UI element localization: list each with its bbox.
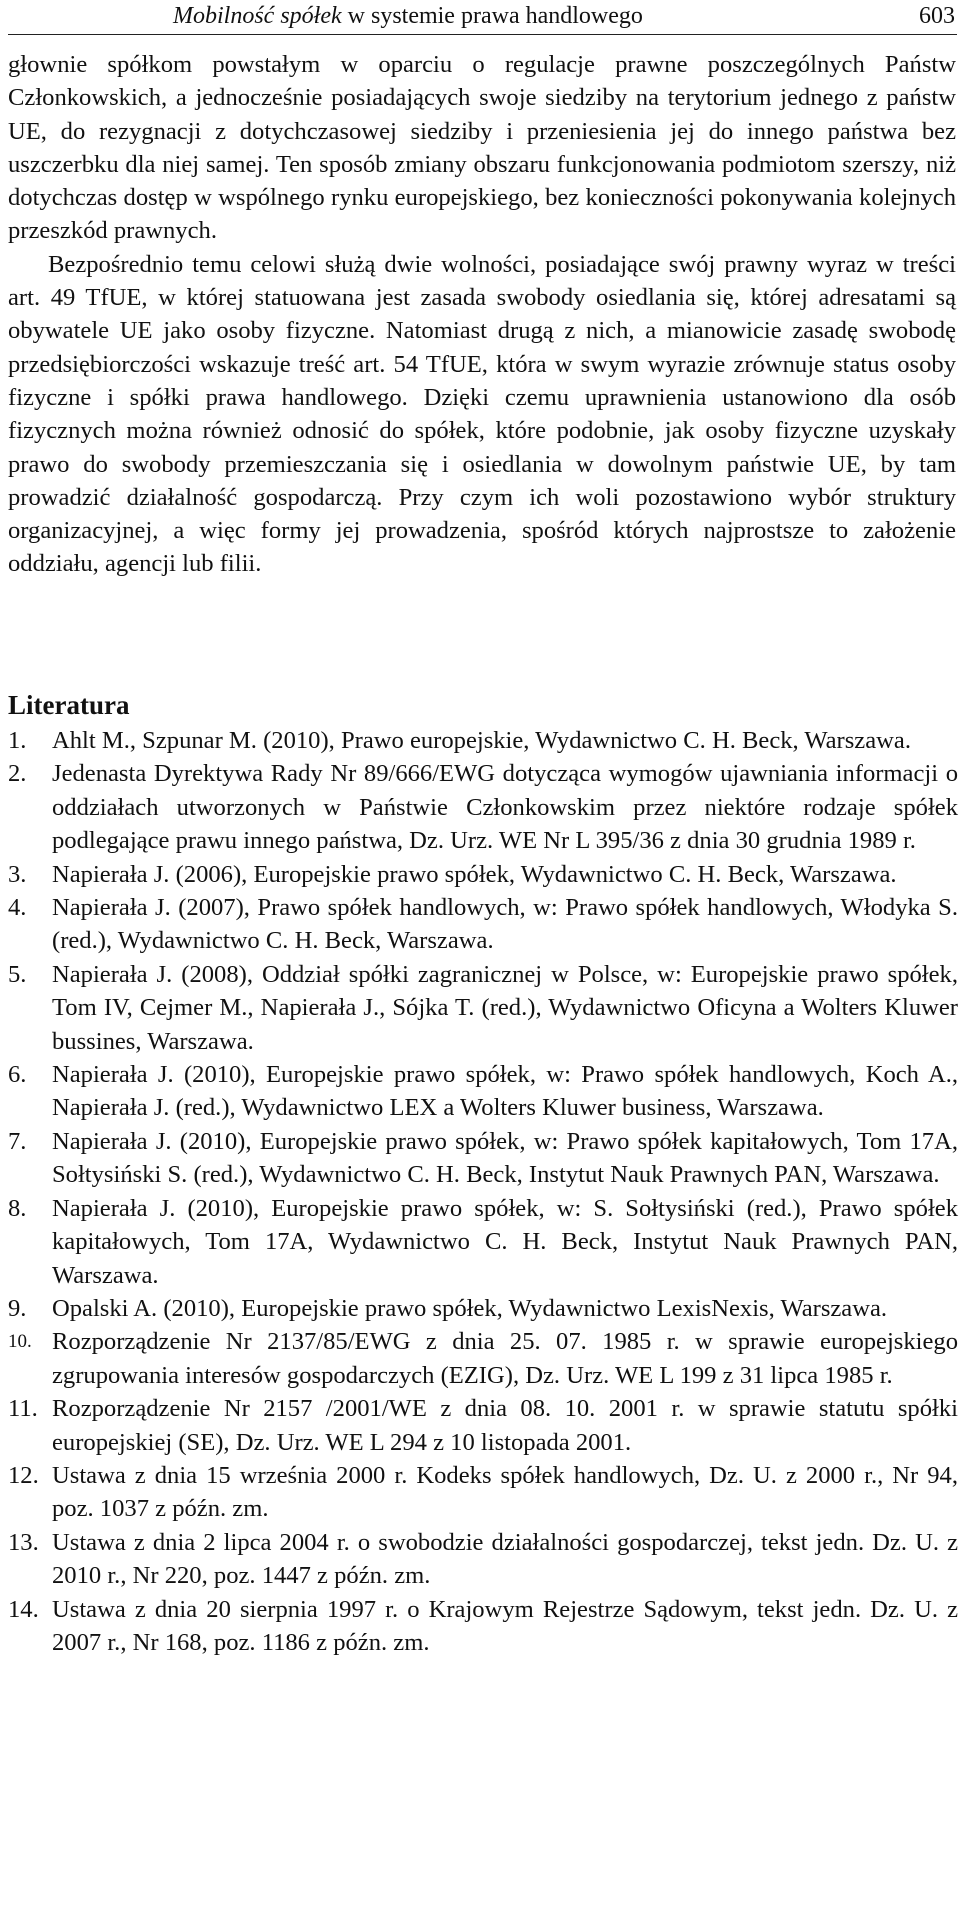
reference-text: Ustawa z dnia 20 sierpnia 1997 r. o Krajowym Rejestrze Sądowym, tekst jedn. Dz. U. z 2007 r., Nr 168, poz. 1186 z późn. zm. — [52, 1595, 958, 1656]
literature-heading: Literatura — [8, 690, 130, 720]
reference-number: 2. — [8, 760, 27, 788]
reference-text: Napierała J. (2010), Europejskie prawo spółek, w: Prawo spółek handlowych, Koch A., Napierała J. (red.), Wydawnictwo LEX a Wolters Kluwer business, Warszawa. — [52, 1061, 958, 1122]
reference-item — [8, 958, 958, 1058]
reference-text: Ustawa z dnia 15 września 2000 r. Kodeks spółek handlowych, Dz. U. z 2000 r., Nr 94, poz. 1037 z późn. zm. — [52, 1461, 958, 1523]
paragraph-1: głownie spółkom powstałym w oparciu o regulacje prawne poszczególnych Państw Członkowskich, a jednocześnie posiadających swoje siedziby na terytorium jednego z państw UE, do rezygnacji z dotychczasowej siedziby i przeniesienia jej do innego państwa bez uszczerbku dla niej samej. Ten sposób zmiany obszaru funkcjonowania podmiotom szerszy, niż dotychczas dostęp w wspólnego rynku europejskiego, bez konieczności pokonywania kolejnych przeszkód prawnych. — [8, 51, 956, 245]
reference-item — [8, 891, 958, 958]
reference-item — [8, 757, 958, 857]
reference-number: 13. — [8, 1528, 39, 1556]
reference-number: 3. — [8, 860, 27, 888]
reference-text: Napierała J. (2010), Europejskie prawo spółek, w: S. Sołtysiński (red.), Prawo spółek kapitałowych, Tom 17A, Wydawnictwo C. H. Beck, Instytut Nauk Prawnych PAN, Warszawa. — [52, 1194, 958, 1289]
reference-item — [8, 1392, 958, 1459]
reference-number: 12. — [8, 1461, 39, 1489]
reference-item — [8, 1292, 958, 1325]
running-title — [173, 0, 643, 32]
reference-number: 1. — [8, 727, 27, 754]
reference-number: 8. — [8, 1194, 27, 1222]
running-title-rest: w systemie prawa handlowego — [341, 3, 643, 29]
reference-item — [8, 1058, 958, 1125]
reference-text: Jedenasta Dyrektywa Rady Nr 89/666/EWG dotycząca wymogów ujawniania informacji o oddziałach utworzonych w Państwie Członkowskim przez niektóre rodzaje spółek podlegające prawu innego państwa, Dz. Urz. WE Nr L 395/36 z dnia 30 grudnia 1989 r. — [52, 760, 958, 855]
running-title-italic: Mobilność spółek — [173, 3, 342, 29]
reference-item — [8, 1125, 958, 1192]
reference-text: Ahlt M., Szpunar M. (2010), Prawo europejskie, Wydawnictwo C. H. Beck, Warszawa. — [52, 727, 911, 754]
reference-list — [8, 724, 958, 1659]
reference-item — [8, 858, 958, 891]
reference-number: 6. — [8, 1061, 27, 1089]
reference-text: Napierała J. (2007), Prawo spółek handlowych, w: Prawo spółek handlowych, Włodyka S. (red.), Wydawnictwo C. H. Beck, Warszawa. — [52, 894, 958, 955]
paragraph-2: Bezpośrednio temu celowi służą dwie wolności, posiadające swój prawny wyraz w treści art. 49 TfUE, w której statuowana jest zasada swobody osiedlania się, której adresatami są obywatele UE jako osoby fizyczne. Natomiast drugą z nich, a mianowicie zasadę swobodę przedsiębiorczości wskazuje treść art. 54 TfUE, która w swym wyrazie zrównuje status osoby fizyczne i spółki prawa handlowego. Dzięki czemu uprawnienia ustanowiono dla osób fizycznych można również odnosić do spółek, które podobnie, jak osoby fizyczne uzyskały prawo do swobody przemieszczania się i osiedlania w dowolnym państwie UE, by tam prowadzić działalność gospodarczą. Przy czym ich woli pozostawiono wybór struktury organizacyjnej, a więc formy jej prowadzenia, spośród których najprostsze to założenie oddziału, agencji lub filii. — [8, 250, 956, 578]
reference-number: 9. — [8, 1294, 27, 1322]
reference-text: Rozporządzenie Nr 2137/85/EWG z dnia 25. 07. 1985 r. w sprawie europejskiego zgrupowania interesów gospodarczych (EZIG), Dz. Urz. WE L 199 z 31 lipca 1985 r. — [52, 1328, 958, 1389]
reference-number: 10. — [8, 1331, 32, 1353]
reference-item — [8, 1526, 958, 1593]
page-number: 603 — [919, 3, 955, 29]
reference-number: 7. — [8, 1127, 27, 1155]
reference-number: 4. — [8, 894, 27, 922]
reference-number: 11. — [8, 1395, 38, 1423]
running-header — [8, 0, 957, 35]
reference-item — [8, 1459, 958, 1526]
reference-text: Napierała J. (2008), Oddział spółki zagranicznej w Polsce, w: Europejskie prawo spółek, Tom IV, Cejmer M., Napierała J., Sójka T. (red.), Wydawnictwo Oficyna a Wolters Kluwer bussines, Warszawa. — [52, 960, 958, 1055]
reference-item — [8, 1593, 958, 1660]
body-text — [8, 48, 956, 581]
reference-text: Napierała J. (2006), Europejskie prawo spółek, Wydawnictwo C. H. Beck, Warszawa. — [52, 860, 897, 888]
reference-number: 14. — [8, 1595, 39, 1623]
reference-text: Rozporządzenie Nr 2157 /2001/WE z dnia 08. 10. 2001 r. w sprawie statutu spółki europejskiej (SE), Dz. Urz. WE L 294 z 10 listopada 2001. — [52, 1395, 958, 1456]
reference-item — [8, 1192, 958, 1292]
reference-text: Napierała J. (2010), Europejskie prawo spółek, w: Prawo spółek kapitałowych, Tom 17A, Sołtysiński S. (red.), Wydawnictwo C. H. Beck, Instytut Nauk Prawnych PAN, Warszawa. — [52, 1127, 958, 1189]
reference-text: Ustawa z dnia 2 lipca 2004 r. o swobodzie działalności gospodarczej, tekst jedn. Dz. U. z 2010 r., Nr 220, poz. 1447 z późn. zm. — [52, 1528, 958, 1590]
reference-number: 5. — [8, 960, 27, 988]
reference-text: Opalski A. (2010), Europejskie prawo spółek, Wydawnictwo LexisNexis, Warszawa. — [52, 1294, 888, 1322]
reference-item — [8, 1325, 958, 1392]
reference-item — [8, 724, 958, 757]
